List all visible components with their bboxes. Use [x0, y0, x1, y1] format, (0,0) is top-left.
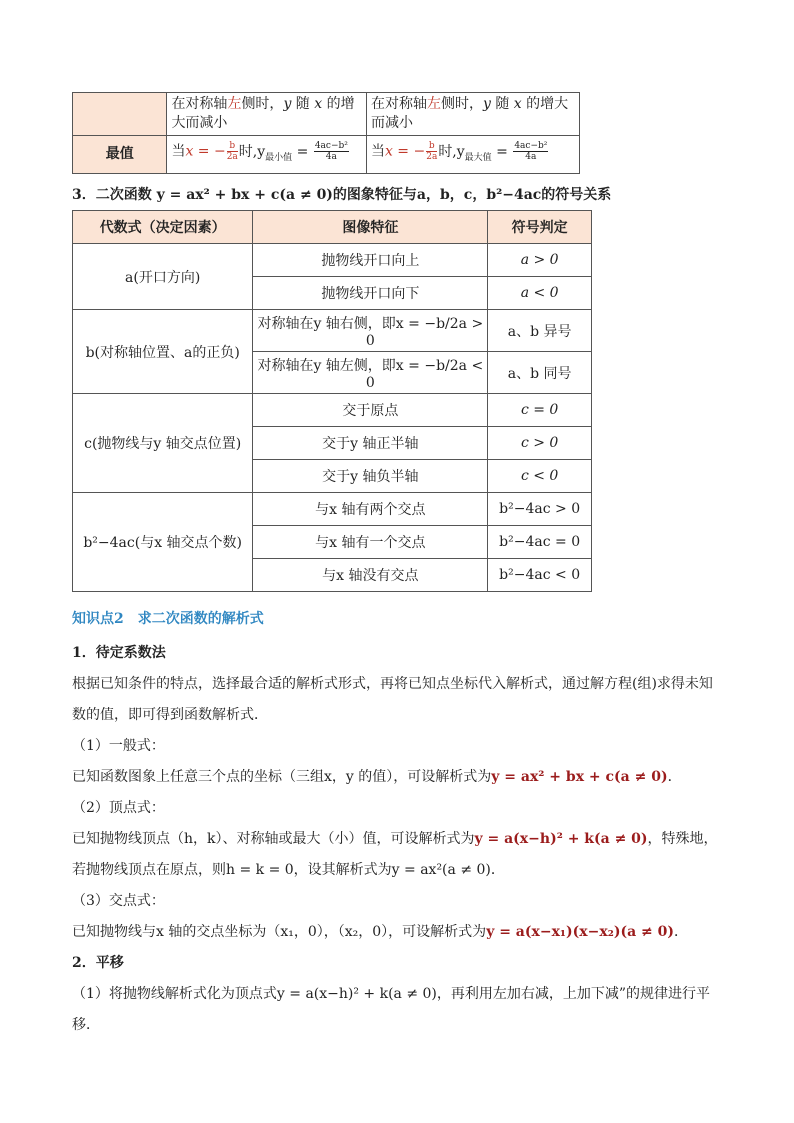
general-form-formula: y = ax² + bx + c(a ≠ 0) — [491, 769, 668, 785]
feature-cell: 与x 轴有两个交点 — [253, 493, 488, 526]
properties-table — [72, 92, 580, 174]
intercept-form-label: （3）交点式： — [72, 893, 165, 909]
feature-cell: 交于y 轴负半轴 — [253, 460, 488, 493]
vertex-form-label: （2）顶点式： — [72, 800, 165, 816]
section-2-text: （1）将抛物线解析式化为顶点式y = a(x−h)² + k(a ≠ 0)，再利用左加右减，上加下减”的规律进行平移． — [72, 986, 711, 1033]
general-form-label: （1）一般式： — [72, 738, 165, 754]
vertex-form-line: 已知抛物线顶点（h，k）、对称轴或最大（小）值，可设解析式为y = a(x−h)² + k(a ≠ 0)，特殊地，若抛物线顶点在原点，则h = k = 0，设其解析式为y = ax²(a ≠ 0)． — [72, 831, 718, 878]
sign-cell: b²−4ac > 0 — [488, 493, 592, 526]
sign-cell: a、b 同号 — [488, 352, 592, 394]
general-form-line: 已知函数图象上任意三个点的坐标（三组x，y 的值），可设解析式为y = ax² + bx + c(a ≠ 0)． — [72, 769, 682, 785]
header-algebraic: 代数式（决定因素） — [73, 211, 253, 244]
knowledge-point-title: 知识点2 求二次函数的解析式 — [72, 611, 264, 627]
sign-cell: c > 0 — [488, 427, 592, 460]
section-1-title: 1．待定系数法 — [72, 645, 166, 661]
min-value-cell: 当x = − $\frac{b}{2a}$ 时$,y_{最小值}$ = $\frac{\text{4ac−b²}}{4a}$ — [167, 136, 367, 174]
empty-label-cell — [73, 93, 167, 136]
group-c: c(抛物线与y 轴交点位置) — [73, 394, 253, 493]
sign-table — [72, 210, 592, 592]
feature-cell: 对称轴在y 轴左侧，即x = −b/2a < 0 — [253, 352, 488, 394]
header-sign: 符号判定 — [488, 211, 592, 244]
sign-cell: c < 0 — [488, 460, 592, 493]
right-monotonic-cell: 在对称轴左侧时，y 随 x 的增大而减小 — [366, 93, 579, 136]
feature-cell: 交于y 轴正半轴 — [253, 427, 488, 460]
left-monotonic-cell: 在对称轴左侧时，y 随 x 的增大而减小 — [167, 93, 367, 136]
feature-cell: 与x 轴有一个交点 — [253, 526, 488, 559]
feature-cell: 与x 轴没有交点 — [253, 559, 488, 592]
section-2-title: 2．平移 — [72, 955, 124, 971]
feature-cell: 抛物线开口向下 — [253, 277, 488, 310]
feature-cell: 抛物线开口向上 — [253, 244, 488, 277]
max-value-cell: 当x = − $\frac{b}{2a}$ 时$,y_{最大值}$ = $\frac{\text{4ac−b²}}{4a}$ — [366, 136, 579, 174]
section3-title: 3．二次函数 y = ax² + bx + c(a ≠ 0)的图象特征与a，b，c，b²−4ac的符号关系 — [72, 187, 612, 203]
section-1-text: 根据已知条件的特点，选择最合适的解析式形式，再将已知点坐标代入解析式，通过解方程(组)求得未知数的值，即可得到函数解析式． — [72, 676, 713, 723]
group-b: b(对称轴位置、a的正负) — [73, 310, 253, 394]
sign-cell: a、b 异号 — [488, 310, 592, 352]
vertex-form-formula: y = a(x−h)² + k(a ≠ 0) — [474, 831, 648, 847]
extreme-label: 最值 — [73, 136, 167, 174]
group-a: a(开口方向) — [73, 244, 253, 310]
document-page — [72, 92, 722, 1041]
sign-cell: b²−4ac = 0 — [488, 526, 592, 559]
feature-cell: 交于原点 — [253, 394, 488, 427]
sign-cell: b²−4ac < 0 — [488, 559, 592, 592]
group-discriminant: b²−4ac(与x 轴交点个数) — [73, 493, 253, 592]
intercept-form-line: 已知抛物线与x 轴的交点坐标为（x₁，0），（x₂，0），可设解析式为y = a(x−x₁)(x−x₂)(a ≠ 0)． — [72, 924, 689, 940]
intercept-form-formula: y = a(x−x₁)(x−x₂)(a ≠ 0) — [486, 924, 675, 940]
header-feature: 图像特征 — [253, 211, 488, 244]
feature-cell: 对称轴在y 轴右侧，即x = −b/2a > 0 — [253, 310, 488, 352]
sign-cell: c = 0 — [488, 394, 592, 427]
sign-cell: a < 0 — [488, 277, 592, 310]
sign-cell: a > 0 — [488, 244, 592, 277]
